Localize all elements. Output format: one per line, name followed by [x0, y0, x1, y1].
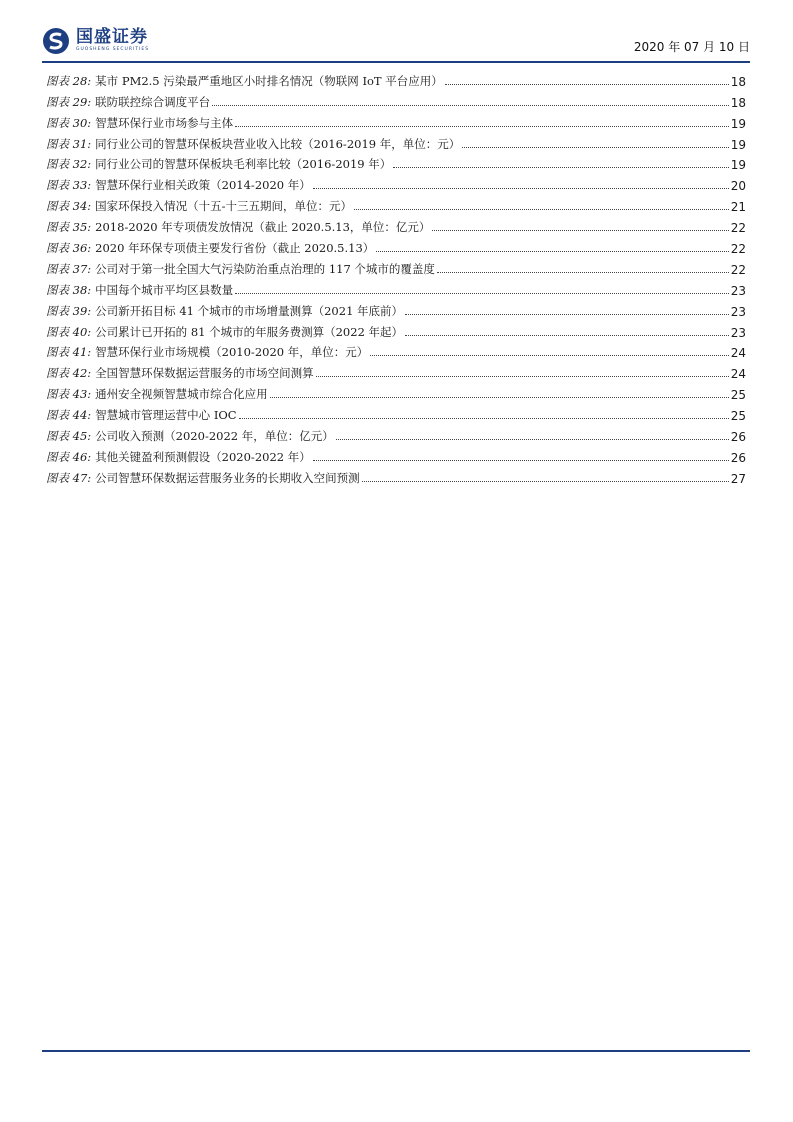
dot-leader [437, 272, 729, 273]
toc-entry-label: 图表 28: [46, 73, 92, 88]
toc-entry[interactable] [46, 235, 746, 256]
company-logo [42, 26, 149, 56]
toc-entry-page: 23 [730, 325, 746, 340]
toc-entry-page: 25 [730, 409, 746, 424]
toc-entry-label: 图表 31: [46, 136, 92, 151]
page-header [42, 26, 750, 60]
toc-entry[interactable] [46, 423, 746, 444]
toc-entry[interactable] [46, 68, 746, 89]
guosheng-logo-icon [42, 27, 70, 55]
dot-leader [235, 126, 729, 127]
toc-entry[interactable] [46, 172, 746, 193]
toc-entry-page: 18 [730, 74, 746, 89]
toc-entry-page: 20 [730, 179, 746, 194]
toc-entry-label: 图表 32: [46, 157, 92, 172]
toc-entry-title: 同行业公司的智慧环保板块毛利率比较（2016-2019 年） [95, 157, 392, 172]
logo-text-cn: 国盛证券 [76, 27, 148, 48]
toc-entry-page: 26 [730, 450, 746, 465]
toc-entry[interactable] [46, 110, 746, 131]
logo-text-en: GUOSHENG SECURITIES [76, 47, 150, 53]
toc-entry-page: 21 [730, 200, 746, 215]
toc-entry[interactable] [46, 256, 746, 277]
toc-entry-label: 图表 46: [46, 449, 92, 464]
toc-entry[interactable] [46, 340, 746, 361]
dot-leader [405, 314, 729, 315]
dot-leader [432, 230, 728, 231]
toc-entry[interactable] [46, 298, 746, 319]
toc-entry-label: 图表 45: [46, 429, 92, 444]
toc-entry-label: 图表 47: [46, 470, 92, 485]
dot-leader [212, 105, 729, 106]
toc-entry-title: 2018-2020 年专项债发放情况（截止 2020.5.13，单位：亿元） [95, 220, 431, 235]
dot-leader [362, 481, 729, 482]
dot-leader [462, 147, 728, 148]
toc-entry-label: 图表 40: [46, 324, 92, 339]
toc-entry-title: 2020 年环保专项债主要发行省份（截止 2020.5.13） [95, 241, 375, 256]
toc-entry-title: 智慧城市管理运营中心 IOC [95, 408, 237, 423]
toc-entry-page: 19 [730, 116, 746, 131]
toc-entry-page: 22 [730, 221, 746, 236]
toc-entry-page: 19 [730, 137, 746, 152]
toc-entry-page: 23 [730, 304, 746, 319]
toc-entry-label: 图表 37: [46, 261, 92, 276]
toc-entry-label: 图表 36: [46, 241, 92, 256]
toc-entry[interactable] [46, 360, 746, 381]
toc-entry-page: 22 [730, 242, 746, 257]
toc-entry-page: 26 [730, 430, 746, 445]
toc-entry-label: 图表 33: [46, 178, 92, 193]
dot-leader [393, 167, 728, 168]
toc-entry-title: 全国智慧环保数据运营服务的市场空间测算 [95, 366, 314, 381]
toc-entry[interactable] [46, 402, 746, 423]
toc-entry-page: 22 [730, 262, 746, 277]
footer-divider [42, 1050, 750, 1052]
toc-entry-title: 公司新开拓目标 41 个城市的市场增量测算（2021 年底前） [95, 303, 404, 318]
dot-leader [370, 355, 728, 356]
toc-entry-label: 图表 42: [46, 366, 92, 381]
toc-entry-label: 图表 44: [46, 408, 92, 423]
dot-leader [270, 397, 729, 398]
toc-entry-page: 25 [730, 388, 746, 403]
toc-entry-title: 联防联控综合调度平台 [95, 94, 211, 109]
toc-entry-label: 图表 41: [46, 345, 92, 360]
toc-entry-page: 18 [730, 95, 746, 110]
toc-entry[interactable] [46, 152, 746, 173]
toc-entry-page: 23 [730, 283, 746, 298]
toc-entry-page: 27 [730, 471, 746, 486]
toc-entry-title: 公司累计已开拓的 81 个城市的年服务费测算（2022 年起） [95, 324, 404, 339]
toc-entry[interactable] [46, 89, 746, 110]
toc-entry[interactable] [46, 277, 746, 298]
toc-entry-label: 图表 43: [46, 387, 92, 402]
toc-entry-label: 图表 39: [46, 303, 92, 318]
header-divider [42, 61, 750, 63]
toc-entry-title: 智慧环保行业市场规模（2010-2020 年，单位：元） [95, 345, 369, 360]
toc-entry-title: 国家环保投入情况（十五-十三五期间，单位：元） [95, 199, 353, 214]
toc-entry-title: 公司对于第一批全国大气污染防治重点治理的 117 个城市的覆盖度 [95, 261, 435, 276]
toc-entry-page: 24 [730, 346, 746, 361]
dot-leader [235, 293, 729, 294]
dot-leader [316, 376, 729, 377]
dot-leader [405, 335, 729, 336]
dot-leader [313, 460, 729, 461]
toc-entry-title: 公司收入预测（2020-2022 年，单位：亿元） [95, 429, 334, 444]
toc-entry[interactable] [46, 319, 746, 340]
toc-entry-page: 24 [730, 367, 746, 382]
toc-entry-title: 同行业公司的智慧环保板块营业收入比较（2016-2019 年，单位：元） [95, 136, 461, 151]
toc-entry-title: 某市 PM2.5 污染最严重地区小时排名情况（物联网 IoT 平台应用） [95, 73, 443, 88]
dot-leader [336, 439, 729, 440]
toc-entry-title: 智慧环保行业相关政策（2014-2020 年） [95, 178, 311, 193]
report-date: 2020 年 07 月 10 日 [633, 40, 750, 54]
toc-entry[interactable] [46, 444, 746, 465]
toc-entry[interactable] [46, 214, 746, 235]
toc-entry-title: 公司智慧环保数据运营服务业务的长期收入空间预测 [95, 470, 360, 485]
toc-entry[interactable] [46, 193, 746, 214]
dot-leader [239, 418, 729, 419]
toc-entry-title: 其他关键盈利预测假设（2020-2022 年） [95, 449, 311, 464]
dot-leader [354, 209, 729, 210]
toc-entry-label: 图表 29: [46, 94, 92, 109]
dot-leader [445, 84, 729, 85]
toc-entry-label: 图表 34: [46, 199, 92, 214]
dot-leader [376, 251, 728, 252]
toc-entry-title: 中国每个城市平均区县数量 [95, 282, 234, 297]
toc-entry-label: 图表 30: [46, 115, 92, 130]
toc-entry-title: 通州安全视频智慧城市综合化应用 [95, 387, 268, 402]
toc-entry-title: 智慧环保行业市场参与主体 [95, 115, 234, 130]
toc-entry-label: 图表 38: [46, 282, 92, 297]
toc-entry[interactable] [46, 381, 746, 402]
toc-entry-page: 19 [730, 158, 746, 173]
figure-list [46, 68, 746, 486]
toc-entry-label: 图表 35: [46, 220, 92, 235]
dot-leader [313, 188, 729, 189]
toc-entry[interactable] [46, 131, 746, 152]
toc-entry[interactable] [46, 465, 746, 486]
